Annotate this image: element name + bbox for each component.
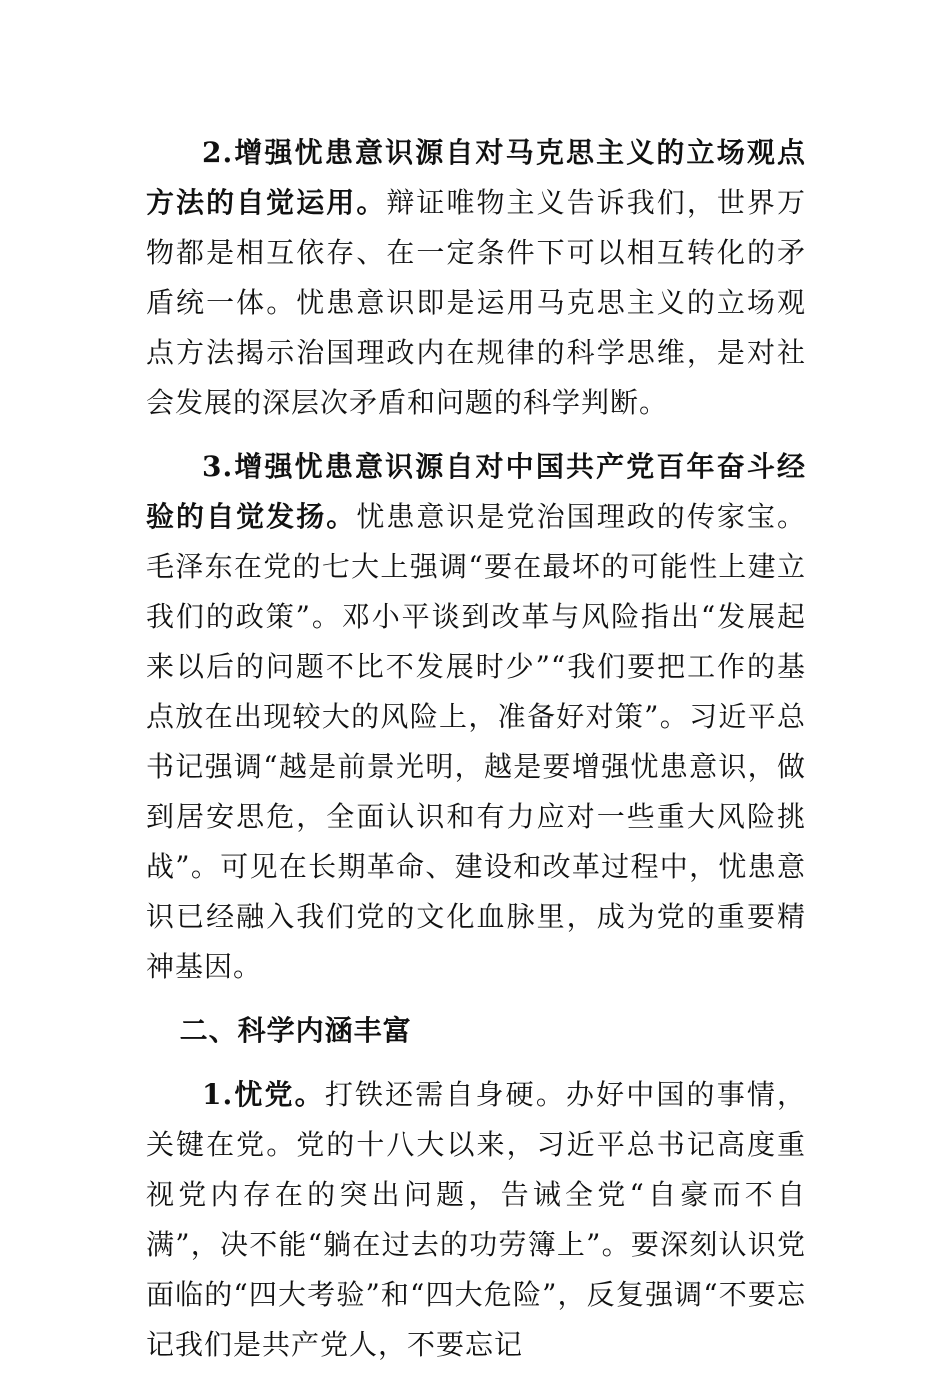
section-heading: 二、科学内涵丰富	[179, 1014, 412, 1047]
paragraph-section2-1-body: 打铁还需自身硬。办好中国的事情，关键在党。党的十八大以来，习近平总书记高度重视党内存在的突出问题，告诫全党“自豪而不自满”，决不能“躺在过去的功劳簿上”。要深刻认识党面临的“四大考验”和“四大危险”，反复强调“不要忘记我们是共产党人，不要忘记	[146, 1078, 806, 1361]
paragraph-section2-1	[146, 1070, 806, 1370]
paragraph-3-lead: 3.增强忧患意识源自对中国共产党百年奋斗经验的自觉发扬。	[146, 450, 806, 533]
paragraph-3	[146, 442, 806, 992]
paragraph-section2-1-lead: 1.忧党。	[202, 1078, 325, 1111]
paragraph-2-body: 辩证唯物主义告诉我们，世界万物都是相互依存、在一定条件下可以相互转化的矛盾统一体。忧患意识即是运用马克思主义的立场观点方法揭示治国理政内在规律的科学思维，是对社会发展的深层次矛盾和问题的科学判断。	[146, 186, 806, 419]
paragraph-2-lead: 2.增强忧患意识源自对马克思主义的立场观点方法的自觉运用。	[146, 136, 806, 219]
paragraph-3-body: 忧患意识是党治国理政的传家宝。毛泽东在党的七大上强调“要在最坏的可能性上建立我们的政策”。邓小平谈到改革与风险指出“发展起来以后的问题不比不发展时少”“我们要把工作的基点放在出现较大的风险上，准备好对策”。习近平总书记强调“越是前景光明，越是要增强忧患意识，做到居安思危，全面认识和有力应对一些重大风险挑战”。可见在长期革命、建设和改革过程中，忧患意识已经融入我们党的文化血脉里，成为党的重要精神基因。	[146, 500, 806, 983]
document-body	[146, 128, 806, 1384]
paragraph-2	[146, 128, 806, 428]
